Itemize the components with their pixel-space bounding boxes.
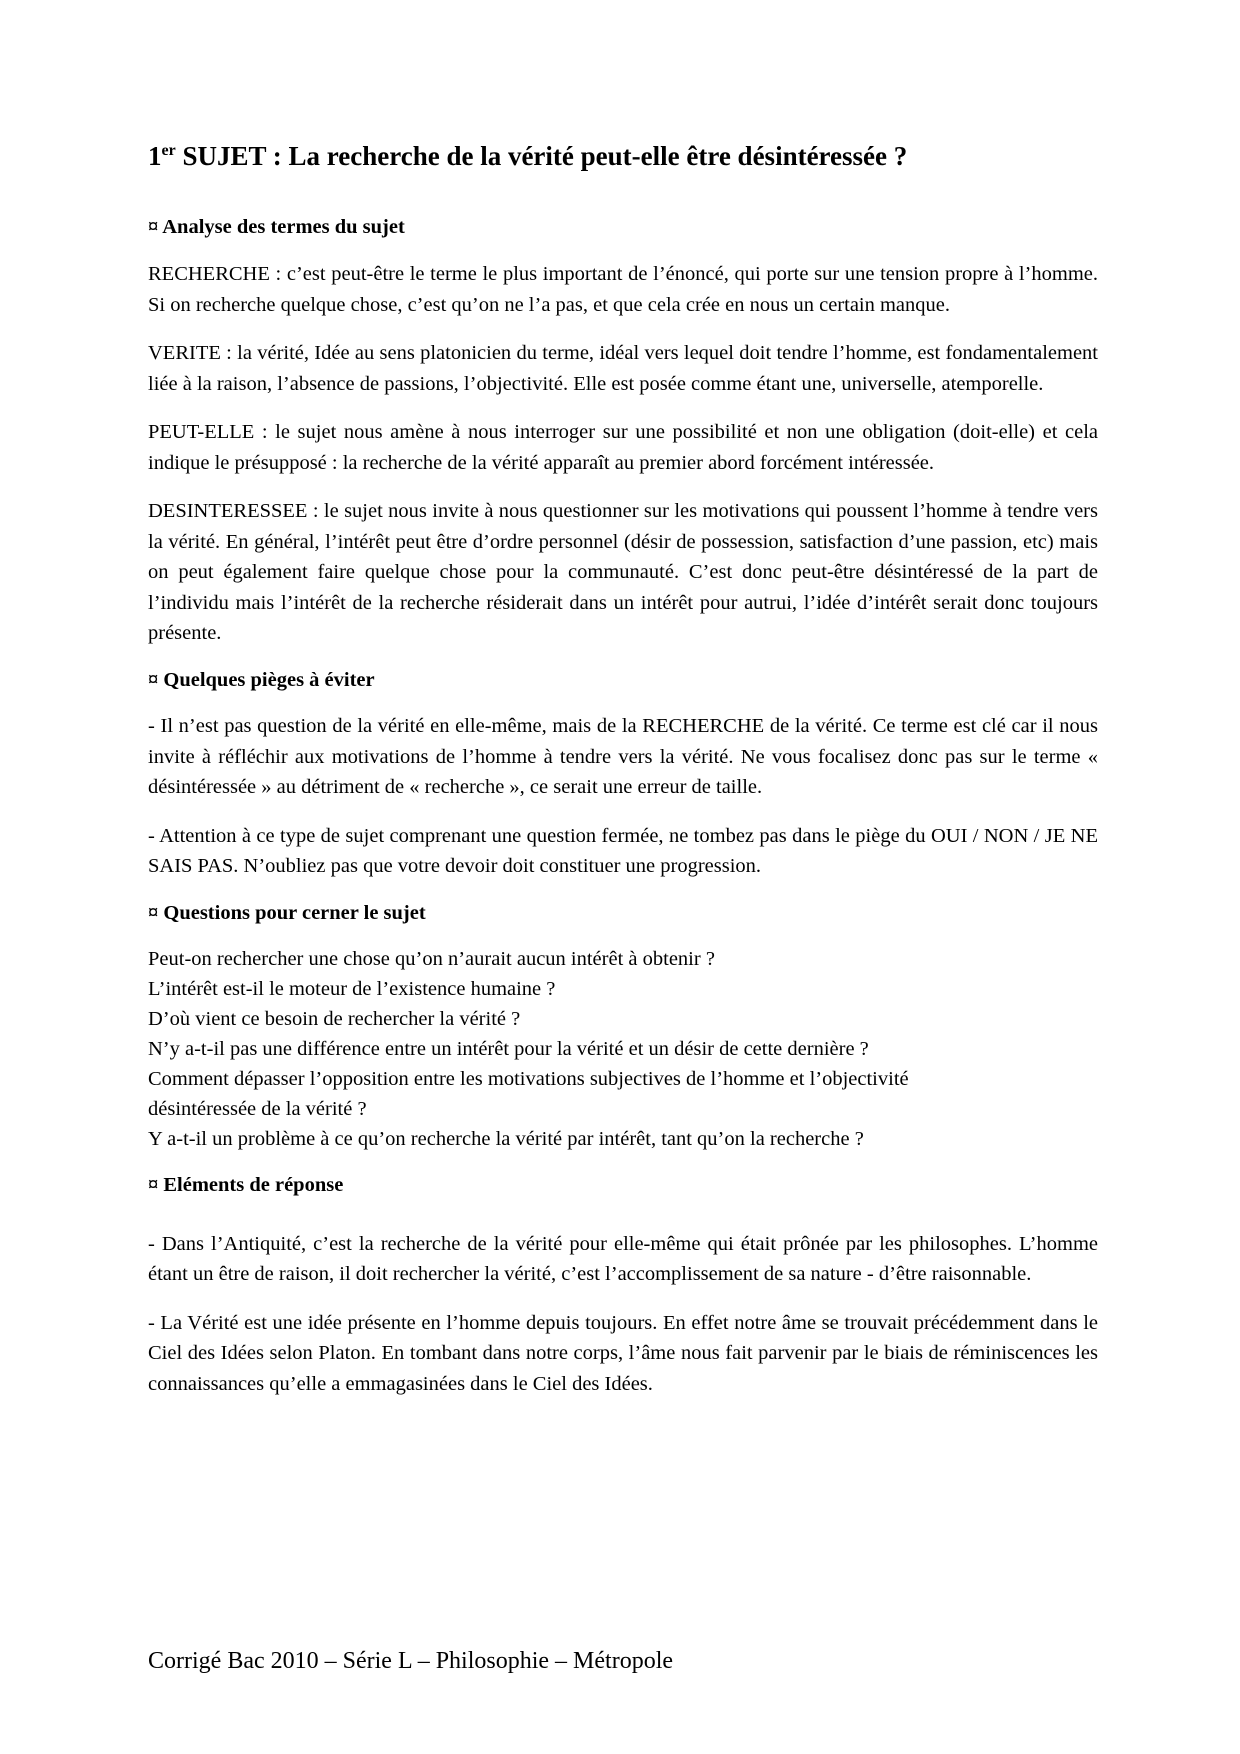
question-line: N’y a-t-il pas une différence entre un intérêt pour la vérité et un désir de cette dernière ? (148, 1038, 869, 1061)
page-title (148, 140, 1098, 172)
page-footer: Corrigé Bac 2010 – Série L – Philosophie – Métropole (148, 1648, 674, 1674)
paragraph-verite: VERITE : la vérité, Idée au sens platonicien du terme, idéal vers lequel doit tendre l’homme, est fondamentalement liée à la raison, l’absence de passions, l’objectivité. Elle est posée comme étant une, universelle, atemporelle. (148, 342, 1098, 395)
section-heading-pieges: ¤ Quelques pièges à éviter (148, 668, 375, 691)
paragraph-peut-elle: PEUT-ELLE : le sujet nous amène à nous interroger sur une possibilité et non une obligation (doit-elle) et cela indique le présupposé : la recherche de la vérité apparaît au premier abord forcément intéressée. (148, 421, 1098, 474)
paragraph-element-1: - Dans l’Antiquité, c’est la recherche de la vérité pour elle-même qui était prônée par les philosophes. L’homme étant un être de raison, il doit rechercher la vérité, c’est l’accomplissement de sa nature - d’être raisonnable. (148, 1232, 1098, 1286)
paragraph-piege-1: - Il n’est pas question de la vérité en elle-même, mais de la RECHERCHE de la vérité. Ce terme est clé car il nous invite à réfléchir aux motivations de l’homme à tendre vers la vérité. Ne vous focalisez donc pas sur le terme « désintéressée » au détriment de « recherche », ce serait une erreur de taille. (148, 715, 1098, 799)
spacer (148, 1217, 1098, 1229)
section-heading-questions: ¤ Questions pour cerner le sujet (148, 901, 426, 924)
title-number: 1 (148, 141, 162, 171)
question-line: D’où vient ce besoin de rechercher la vérité ? (148, 1008, 521, 1031)
section-heading-elements: ¤ Eléments de réponse (148, 1174, 344, 1197)
paragraph-desinteressee: DESINTERESSEE : le sujet nous invite à nous questionner sur les motivations qui poussent l’homme à tendre vers la vérité. En général, l’intérêt peut être d’ordre personnel (désir de possession, satisfaction d’une passion, etc) mais on peut également faire quelque chose pour la communauté. C’est donc peut-être désintéressé de la part de l’individu mais l’intérêt de la recherche résiderait dans un intérêt pour autrui, l’idée d’intérêt serait donc toujours présente. (148, 500, 1098, 645)
paragraph-element-2: - La Vérité est une idée présente en l’homme depuis toujours. En effet notre âme se trouvait précédemment dans le Ciel des Idées selon Platon. En tombant dans notre corps, l’âme nous fait parvenir par le biais de réminiscences les connaissances qu’elle a emmagasinées dans le Ciel des Idées. (148, 1311, 1098, 1395)
paragraph-recherche: RECHERCHE : c’est peut-être le terme le plus important de l’énoncé, qui porte sur une tension propre à l’homme. Si on recherche quelque chose, c’est qu’on ne l’a pas, et que cela crée en nous un certain manque. (148, 263, 1098, 316)
title-text: SUJET : La recherche de la vérité peut-elle être désintéressée ? (175, 141, 908, 171)
question-line: L’intérêt est-il le moteur de l’existence humaine ? (148, 978, 556, 1001)
section-heading-analyse: ¤ Analyse des termes du sujet (148, 216, 405, 239)
question-line: Peut-on rechercher une chose qu’on n’aurait aucun intérêt à obtenir ? (148, 948, 715, 971)
questions-list (148, 944, 1098, 1154)
paragraph-piege-2: - Attention à ce type de sujet comprenant une question fermée, ne tombez pas dans le piège du OUI / NON / JE NE SAIS PAS. N’oubliez pas que votre devoir doit constituer une progression. (148, 824, 1098, 878)
question-line: Y a-t-il un problème à ce qu’on recherche la vérité par intérêt, tant qu’on la recherche ? (148, 1128, 864, 1151)
question-line: Comment dépasser l’opposition entre les motivations subjectives de l’homme et l’objectivité (148, 1068, 909, 1091)
title-superscript: er (161, 142, 176, 159)
document-page (148, 140, 1098, 1417)
question-line: désintéressée de la vérité ? (148, 1098, 367, 1121)
